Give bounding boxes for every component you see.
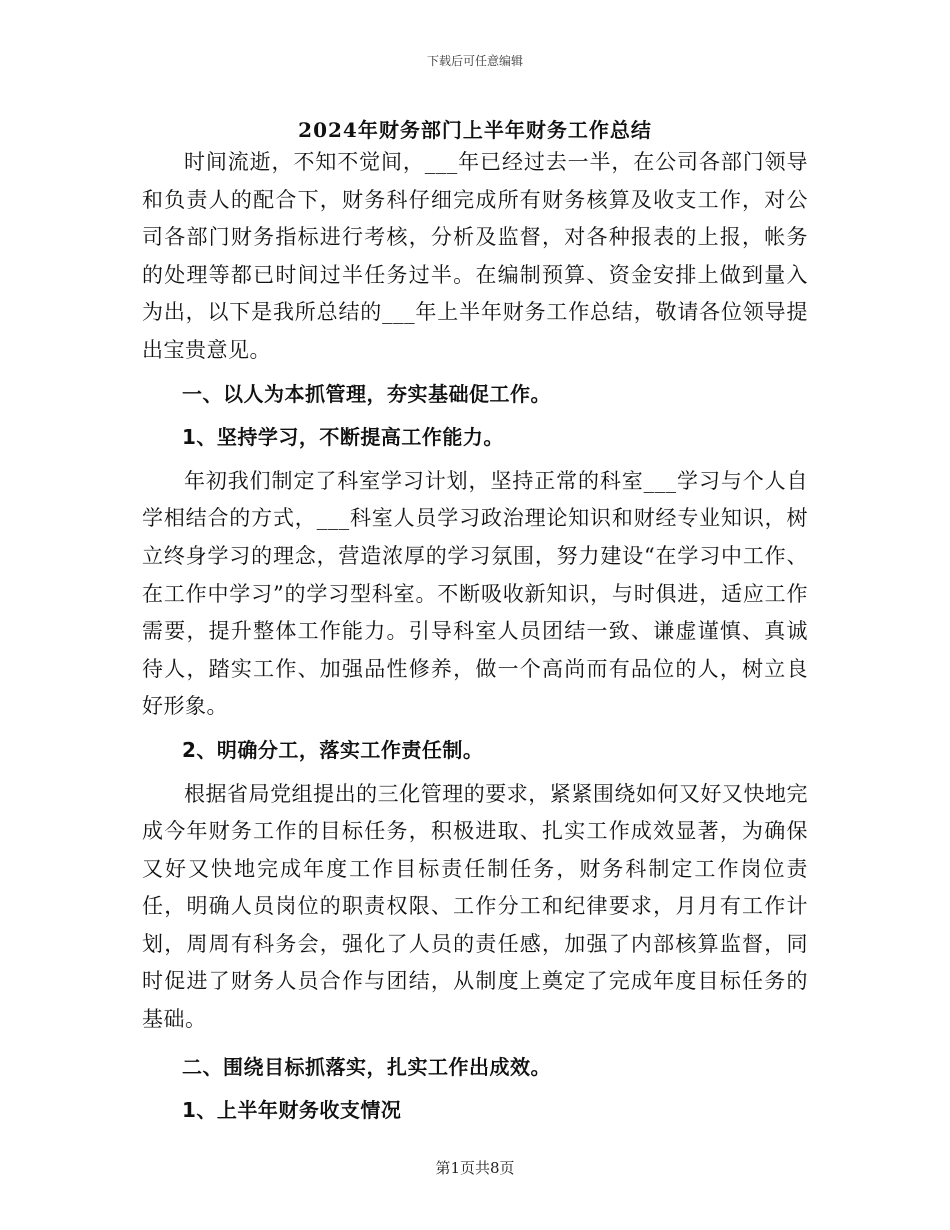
section-1-heading: 一、以人为本抓管理，夯实基础促工作。	[182, 381, 551, 406]
section-2-heading: 二、围绕目标抓落实，扎实工作出成效。	[182, 1054, 551, 1079]
intro-paragraph: 时间流逝，不知不觉间，___年已经过去一半，在公司各部门领导和负责人的配合下，财务科仔细完成所有财务核算及收支工作，对公司各部门财务指标进行考核，分析及监督，对各种报表的上报，帐务的处理等都已时间过半任务过半。在编制预算、资金安排上做到量入为出，以下是我所总结的___年上半年财务工作总结，敬请各位领导提出宝贵意见。	[142, 150, 808, 362]
subsection-1-paragraph: 年初我们制定了科室学习计划，坚持正常的科室___学习与个人自学相结合的方式，___科室人员学习政治理论知识和财经专业知识，树立终身学习的理念，营造浓厚的学习氛围，努力建设“在学习中工作、在工作中学习”的学习型科室。不断吸收新知识，与时俱进，适应工作需要，提升整体工作能力。引导科室人员团结一致、谦虚谨慎、真诚待人，踏实工作、加强品性修养，做一个高尚而有品位的人，树立良好形象。	[142, 468, 808, 719]
document-body	[142, 144, 808, 1130]
subsection-2-heading: 2、明确分工，落实工作责任制。	[182, 737, 484, 762]
subsection-3-heading: 1、上半年财务收支情况	[182, 1098, 402, 1123]
subsection-1-heading: 1、坚持学习，不断提高工作能力。	[182, 425, 504, 450]
document-title: 2024年财务部门上半年财务工作总结	[298, 118, 652, 142]
page-number-footer: 第1页共8页	[435, 1159, 515, 1177]
download-note: 下载后可任意编辑	[426, 54, 523, 68]
subsection-2-paragraph: 根据省局党组提出的三化管理的要求，紧紧围绕如何又好又快地完成今年财务工作的目标任务，积极进取、扎实工作成效显著，为确保又好又快地完成年度工作目标责任制任务，财务科制定工作岗位责任，明确人员岗位的职责权限、工作分工和纪律要求，月月有工作计划，周周有科务会，强化了人员的责任感，加强了内部核算监督，同时促进了财务人员合作与团结，从制度上奠定了完成年度目标任务的基础。	[142, 781, 808, 1032]
